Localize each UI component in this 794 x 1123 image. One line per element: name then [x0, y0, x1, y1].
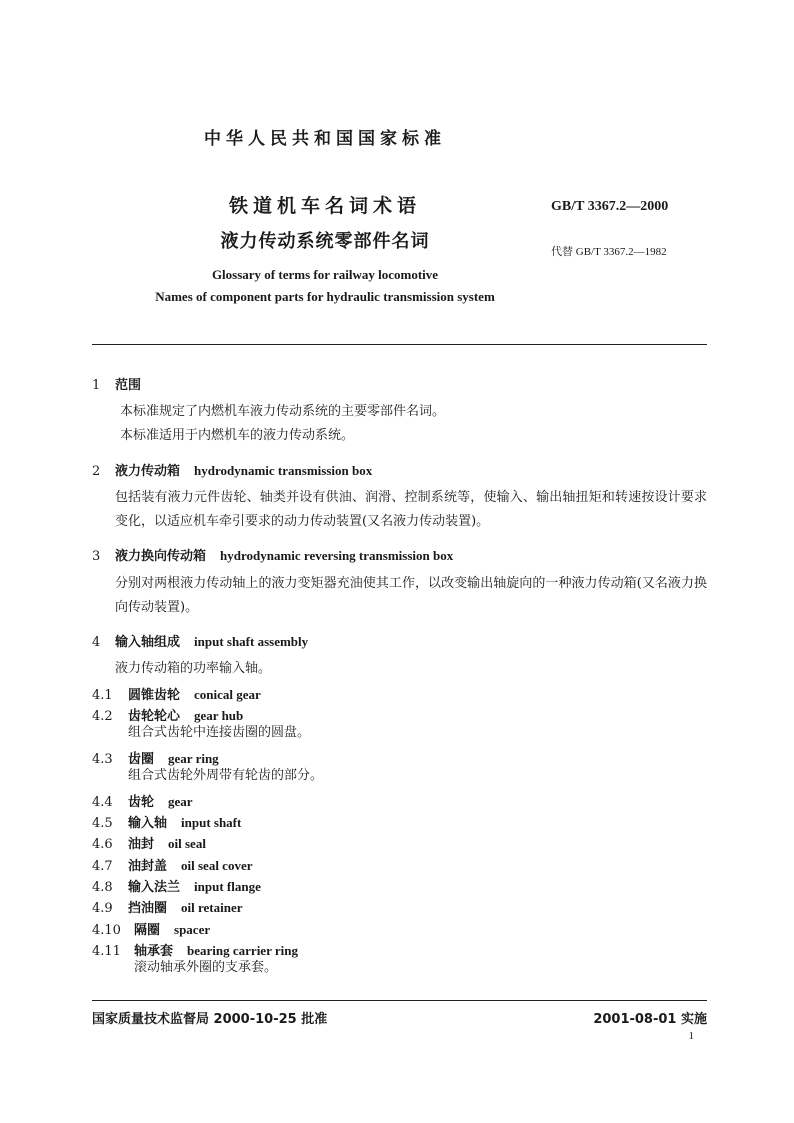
- term-en: input flange: [194, 879, 261, 894]
- term-cn: 隔圈: [134, 923, 161, 938]
- term-en: oil seal: [168, 836, 206, 851]
- term-number: 4.11: [92, 944, 121, 959]
- section-number: 2: [92, 464, 101, 479]
- term-number: 4.9: [92, 901, 113, 916]
- term-item: [92, 791, 193, 810]
- term-number: 4.6: [92, 837, 113, 852]
- term-cn: 挡油圈: [128, 901, 168, 916]
- section-4-description: 液力传动箱的功率输入轴。: [115, 661, 272, 676]
- page-number: 1: [688, 1030, 694, 1042]
- term-en: gear ring: [168, 751, 219, 766]
- term-cn: 齿轮轮心: [128, 709, 181, 724]
- term-number: 4.10: [92, 923, 121, 938]
- section-title-cn: 液力换向传动箱: [115, 549, 207, 564]
- section-title-en: hydrodynamic transmission box: [194, 463, 373, 478]
- term-en: spacer: [174, 922, 211, 937]
- section-title-cn: 范围: [115, 378, 142, 393]
- term-item: [92, 897, 243, 916]
- term-en: gear hub: [194, 708, 244, 723]
- section-heading-2: [92, 460, 372, 479]
- term-cn: 油封盖: [128, 859, 168, 874]
- term-cn: 输入轴: [128, 816, 168, 831]
- document-title-en-line2: Names of component parts for hydraulic transmission system: [155, 289, 495, 304]
- term-item: [92, 812, 241, 831]
- term-cn: 齿圈: [128, 752, 155, 767]
- term-en: conical gear: [194, 687, 261, 702]
- standard-number: GB/T 3367.2—2000: [551, 199, 669, 214]
- section-number: 4: [92, 635, 101, 650]
- term-item: [92, 684, 261, 703]
- document-title-cn-line2: 液力传动系统零部件名词: [220, 231, 430, 252]
- section-1-paragraph-1: 本标准规定了内燃机车液力传动系统的主要零部件名词。: [120, 404, 446, 419]
- term-description: 滚动轴承外圈的支承套。: [134, 960, 278, 975]
- section-title-en: hydrodynamic reversing transmission box: [220, 548, 454, 563]
- term-item: [92, 919, 210, 938]
- term-cn: 齿轮: [128, 795, 155, 810]
- section-heading-3: [92, 545, 453, 564]
- document-title-en-line1: Glossary of terms for railway locomotive: [211, 267, 439, 282]
- implementation-date: 2001-08-01 实施: [593, 1012, 707, 1027]
- term-item: [92, 876, 261, 895]
- section-title-cn: 输入轴组成: [115, 635, 181, 650]
- section-number: 1: [92, 378, 101, 393]
- term-cn: 油封: [128, 837, 155, 852]
- header-divider: [92, 344, 707, 345]
- term-cn: 圆锥齿轮: [128, 688, 181, 703]
- term-description: 组合式齿轮外周带有轮齿的部分。: [128, 768, 324, 783]
- replaces-standard: 代替 GB/T 3367.2—1982: [551, 246, 667, 258]
- term-en: oil seal cover: [181, 858, 253, 873]
- term-cn: 输入法兰: [128, 880, 181, 895]
- term-number: 4.3: [92, 752, 113, 767]
- section-heading-4: [92, 631, 308, 650]
- section-heading-1: [92, 374, 141, 393]
- term-en: input shaft: [181, 815, 242, 830]
- term-item: [92, 833, 206, 852]
- section-1-paragraph-2: 本标准适用于内燃机车的液力传动系统。: [120, 428, 355, 443]
- term-number: 4.1: [92, 688, 113, 703]
- term-number: 4.7: [92, 859, 113, 874]
- footer-divider: [92, 1000, 707, 1001]
- term-description: 组合式齿轮中连接齿圈的圆盘。: [128, 725, 311, 740]
- section-title-en: input shaft assembly: [194, 634, 309, 649]
- term-en: gear: [168, 794, 193, 809]
- national-standard-heading: 中华人民共和国国家标准: [204, 129, 446, 149]
- section-title-cn: 液力传动箱: [115, 464, 181, 479]
- term-number: 4.4: [92, 795, 113, 810]
- term-en: oil retainer: [181, 900, 243, 915]
- section-number: 3: [92, 549, 101, 564]
- term-number: 4.2: [92, 709, 113, 724]
- term-cn: 轴承套: [134, 944, 174, 959]
- term-item: [92, 855, 253, 874]
- term-en: bearing carrier ring: [187, 943, 298, 958]
- section-3-description: 分别对两根液力传动轴上的液力变矩器充油使其工作，以改变输出轴旋向的一种液力传动箱(又名液力换向传动装置)。: [115, 576, 707, 615]
- document-title-cn-line1: 铁道机车名词术语: [228, 195, 421, 217]
- term-number: 4.5: [92, 816, 113, 831]
- approval-info: 国家质量技术监督局 2000-10-25 批准: [92, 1012, 328, 1027]
- term-number: 4.8: [92, 880, 113, 895]
- section-2-description: 包括装有液力元件齿轮、轴类并设有供油、润滑、控制系统等，使输入、输出轴扭矩和转速按设计要求变化，以适应机车牵引要求的动力传动装置(又名液力传动装置)。: [115, 490, 707, 529]
